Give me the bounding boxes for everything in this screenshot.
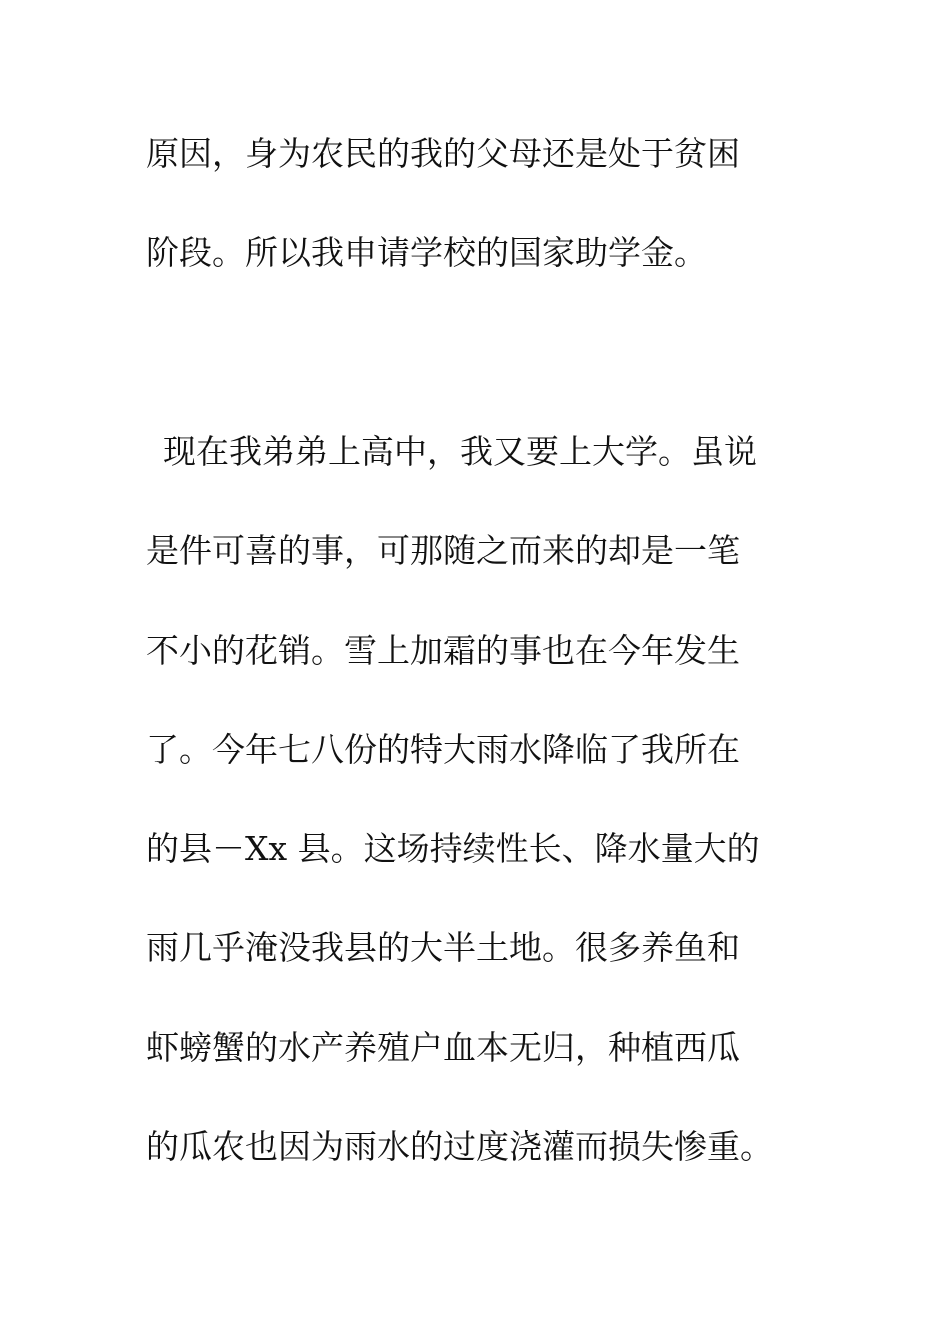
text-line: 不小的花销。雪上加霜的事也在今年发生 (146, 631, 740, 670)
text-line: 的瓜农也因为雨水的过度浇灌而损失惨重。 (146, 1127, 773, 1166)
text-line: 是件可喜的事，可那随之而来的却是一笔 (146, 531, 740, 570)
text-line: 原因，身为农民的我的父母还是处于贫困 (146, 134, 740, 173)
text-line: 的县－Xx 县。这场持续性长、降水量大的 (146, 829, 760, 868)
text-line: 雨几乎淹没我县的大半土地。很多养鱼和 (146, 928, 740, 967)
text-line: 虾螃蟹的水产养殖户血本无归，种植西瓜 (146, 1028, 740, 1067)
text-line: 阶段。所以我申请学校的国家助学金。 (146, 233, 707, 272)
text-line: 现在我弟弟上高中，我又要上大学。虽说 (163, 432, 757, 471)
text-line: 了。今年七八份的特大雨水降临了我所在 (146, 730, 740, 769)
